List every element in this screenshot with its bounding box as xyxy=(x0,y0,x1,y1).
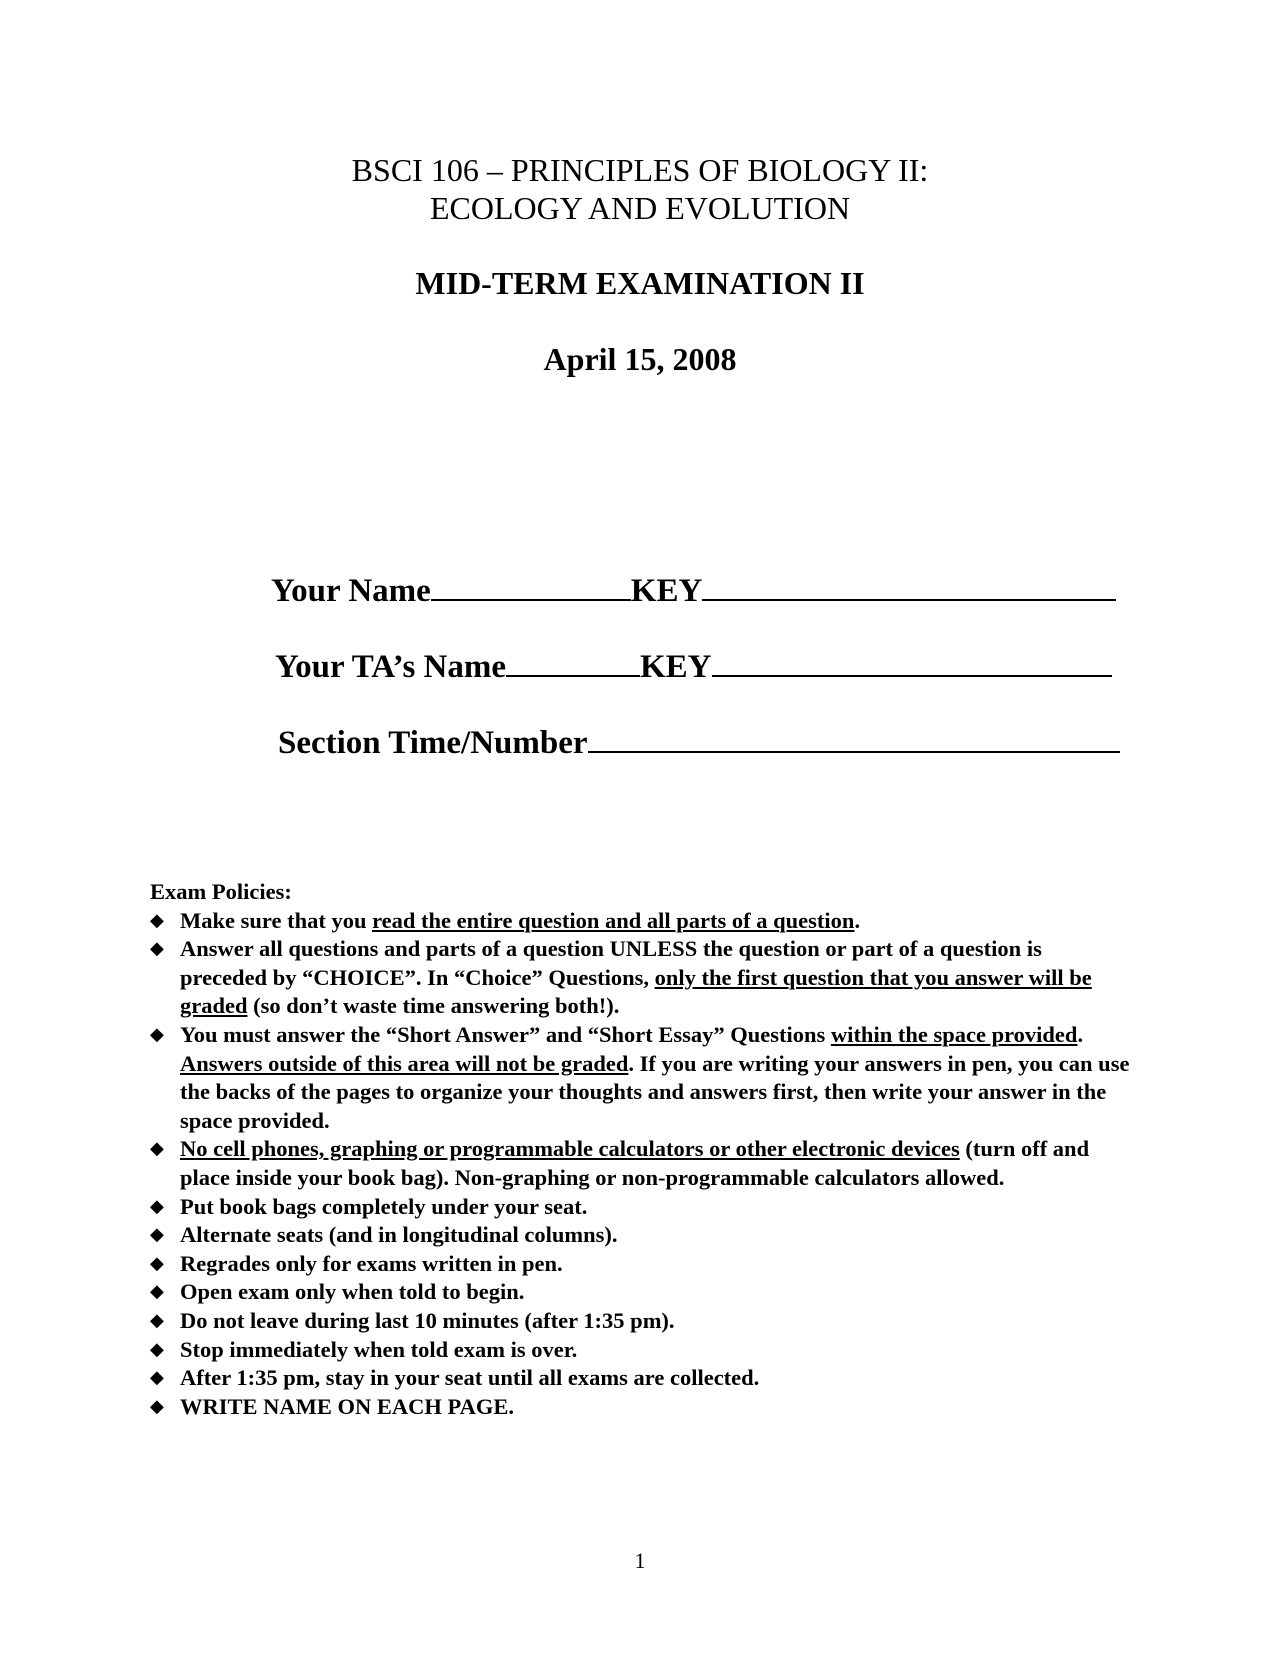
policy-item xyxy=(150,1364,1130,1393)
diamond-bullet-icon: ◆ xyxy=(150,1309,164,1331)
section-field xyxy=(278,721,1120,763)
ta-name-value: KEY xyxy=(640,649,712,685)
name-label: Your Name xyxy=(271,573,431,609)
ta-blank-before xyxy=(506,645,640,677)
policy-text: (so don’t waste time answering both!). xyxy=(247,993,620,1019)
section-blank xyxy=(588,721,1120,753)
policy-item xyxy=(150,1021,1130,1135)
policy-text: . xyxy=(1077,1021,1084,1047)
policy-text: Open exam only when told to begin. xyxy=(180,1279,525,1305)
name-blank-before xyxy=(431,569,631,601)
name-blank-after xyxy=(702,569,1116,601)
ta-name-field xyxy=(275,645,1112,687)
policy-item xyxy=(150,935,1130,1021)
diamond-bullet-icon: ◆ xyxy=(150,1367,164,1389)
policy-item xyxy=(150,1221,1130,1250)
exam-policies xyxy=(150,878,1130,1421)
policy-text-underlined: only the first question that you answer will be graded xyxy=(180,964,1092,1019)
page-number: 1 xyxy=(634,1548,646,1573)
diamond-bullet-icon: ◆ xyxy=(150,1252,164,1274)
exam-title: MID-TERM EXAMINATION II xyxy=(415,265,865,301)
policy-item xyxy=(150,1393,1130,1422)
policy-item xyxy=(150,1307,1130,1336)
policy-item xyxy=(150,1250,1130,1279)
diamond-bullet-icon: ◆ xyxy=(150,1281,164,1303)
policy-text: Do not leave during last 10 minutes (after 1:35 pm). xyxy=(180,1307,675,1333)
policy-text: . If you are writing your answers in pen, you can use the backs of the pages to organize your thoughts and answers first, then write your answer in the space provided. xyxy=(180,1050,1130,1133)
policy-text: After 1:35 pm, stay in your seat until all exams are collected. xyxy=(180,1365,760,1391)
policy-item xyxy=(150,907,1130,936)
name-field xyxy=(271,569,1116,611)
diamond-bullet-icon: ◆ xyxy=(150,909,164,931)
course-title-line-2: ECOLOGY AND EVOLUTION xyxy=(429,190,851,226)
policy-text: . xyxy=(854,907,861,933)
policy-text: Stop immediately when told exam is over. xyxy=(180,1336,578,1362)
ta-name-label: Your TA’s Name xyxy=(275,649,506,685)
diamond-bullet-icon: ◆ xyxy=(150,1138,164,1160)
diamond-bullet-icon: ◆ xyxy=(150,938,164,960)
diamond-bullet-icon: ◆ xyxy=(150,1023,164,1045)
policy-text-underlined: Answers outside of this area will not be graded xyxy=(180,1050,629,1076)
policy-text-underlined: No cell phones, graphing or programmable calculators or other electronic devices xyxy=(180,1136,960,1162)
policy-text: (turn off and place inside your book bag). Non-graphing or non-programmable calculators allowed. xyxy=(180,1136,1090,1190)
course-title-line-1: BSCI 106 – PRINCIPLES OF BIOLOGY II: xyxy=(351,152,929,188)
policy-item xyxy=(150,1135,1130,1192)
policy-text: Alternate seats (and in longitudinal columns). xyxy=(180,1222,618,1248)
diamond-bullet-icon: ◆ xyxy=(150,1224,164,1246)
name-value: KEY xyxy=(630,573,703,609)
policy-text-underlined: within the space provided xyxy=(830,1021,1078,1047)
policy-item xyxy=(150,1336,1130,1365)
policy-text: Put book bags completely under your seat. xyxy=(180,1193,588,1219)
policy-text-underlined: read the entire question and all parts of a question xyxy=(372,907,855,933)
diamond-bullet-icon: ◆ xyxy=(150,1195,164,1217)
diamond-bullet-icon: ◆ xyxy=(150,1395,164,1417)
policy-text: Answer all questions and parts of a question UNLESS the question or part of a question is preceded by “CHOICE”. In “Choice” Questions, xyxy=(180,936,1042,990)
policy-list xyxy=(150,907,1130,1422)
policy-item xyxy=(150,1193,1130,1222)
policy-text: WRITE NAME ON EACH PAGE. xyxy=(180,1393,514,1419)
policy-text: You must answer the “Short Answer” and “Short Essay” Questions xyxy=(180,1021,831,1047)
policies-title: Exam Policies: xyxy=(150,879,292,904)
exam-date: April 15, 2008 xyxy=(543,341,737,377)
policy-text: Make sure that you xyxy=(180,907,373,933)
diamond-bullet-icon: ◆ xyxy=(150,1338,164,1360)
policy-text: Regrades only for exams written in pen. xyxy=(180,1250,563,1276)
section-label: Section Time/Number xyxy=(278,725,588,761)
ta-blank-after xyxy=(712,645,1112,677)
policy-item xyxy=(150,1278,1130,1307)
